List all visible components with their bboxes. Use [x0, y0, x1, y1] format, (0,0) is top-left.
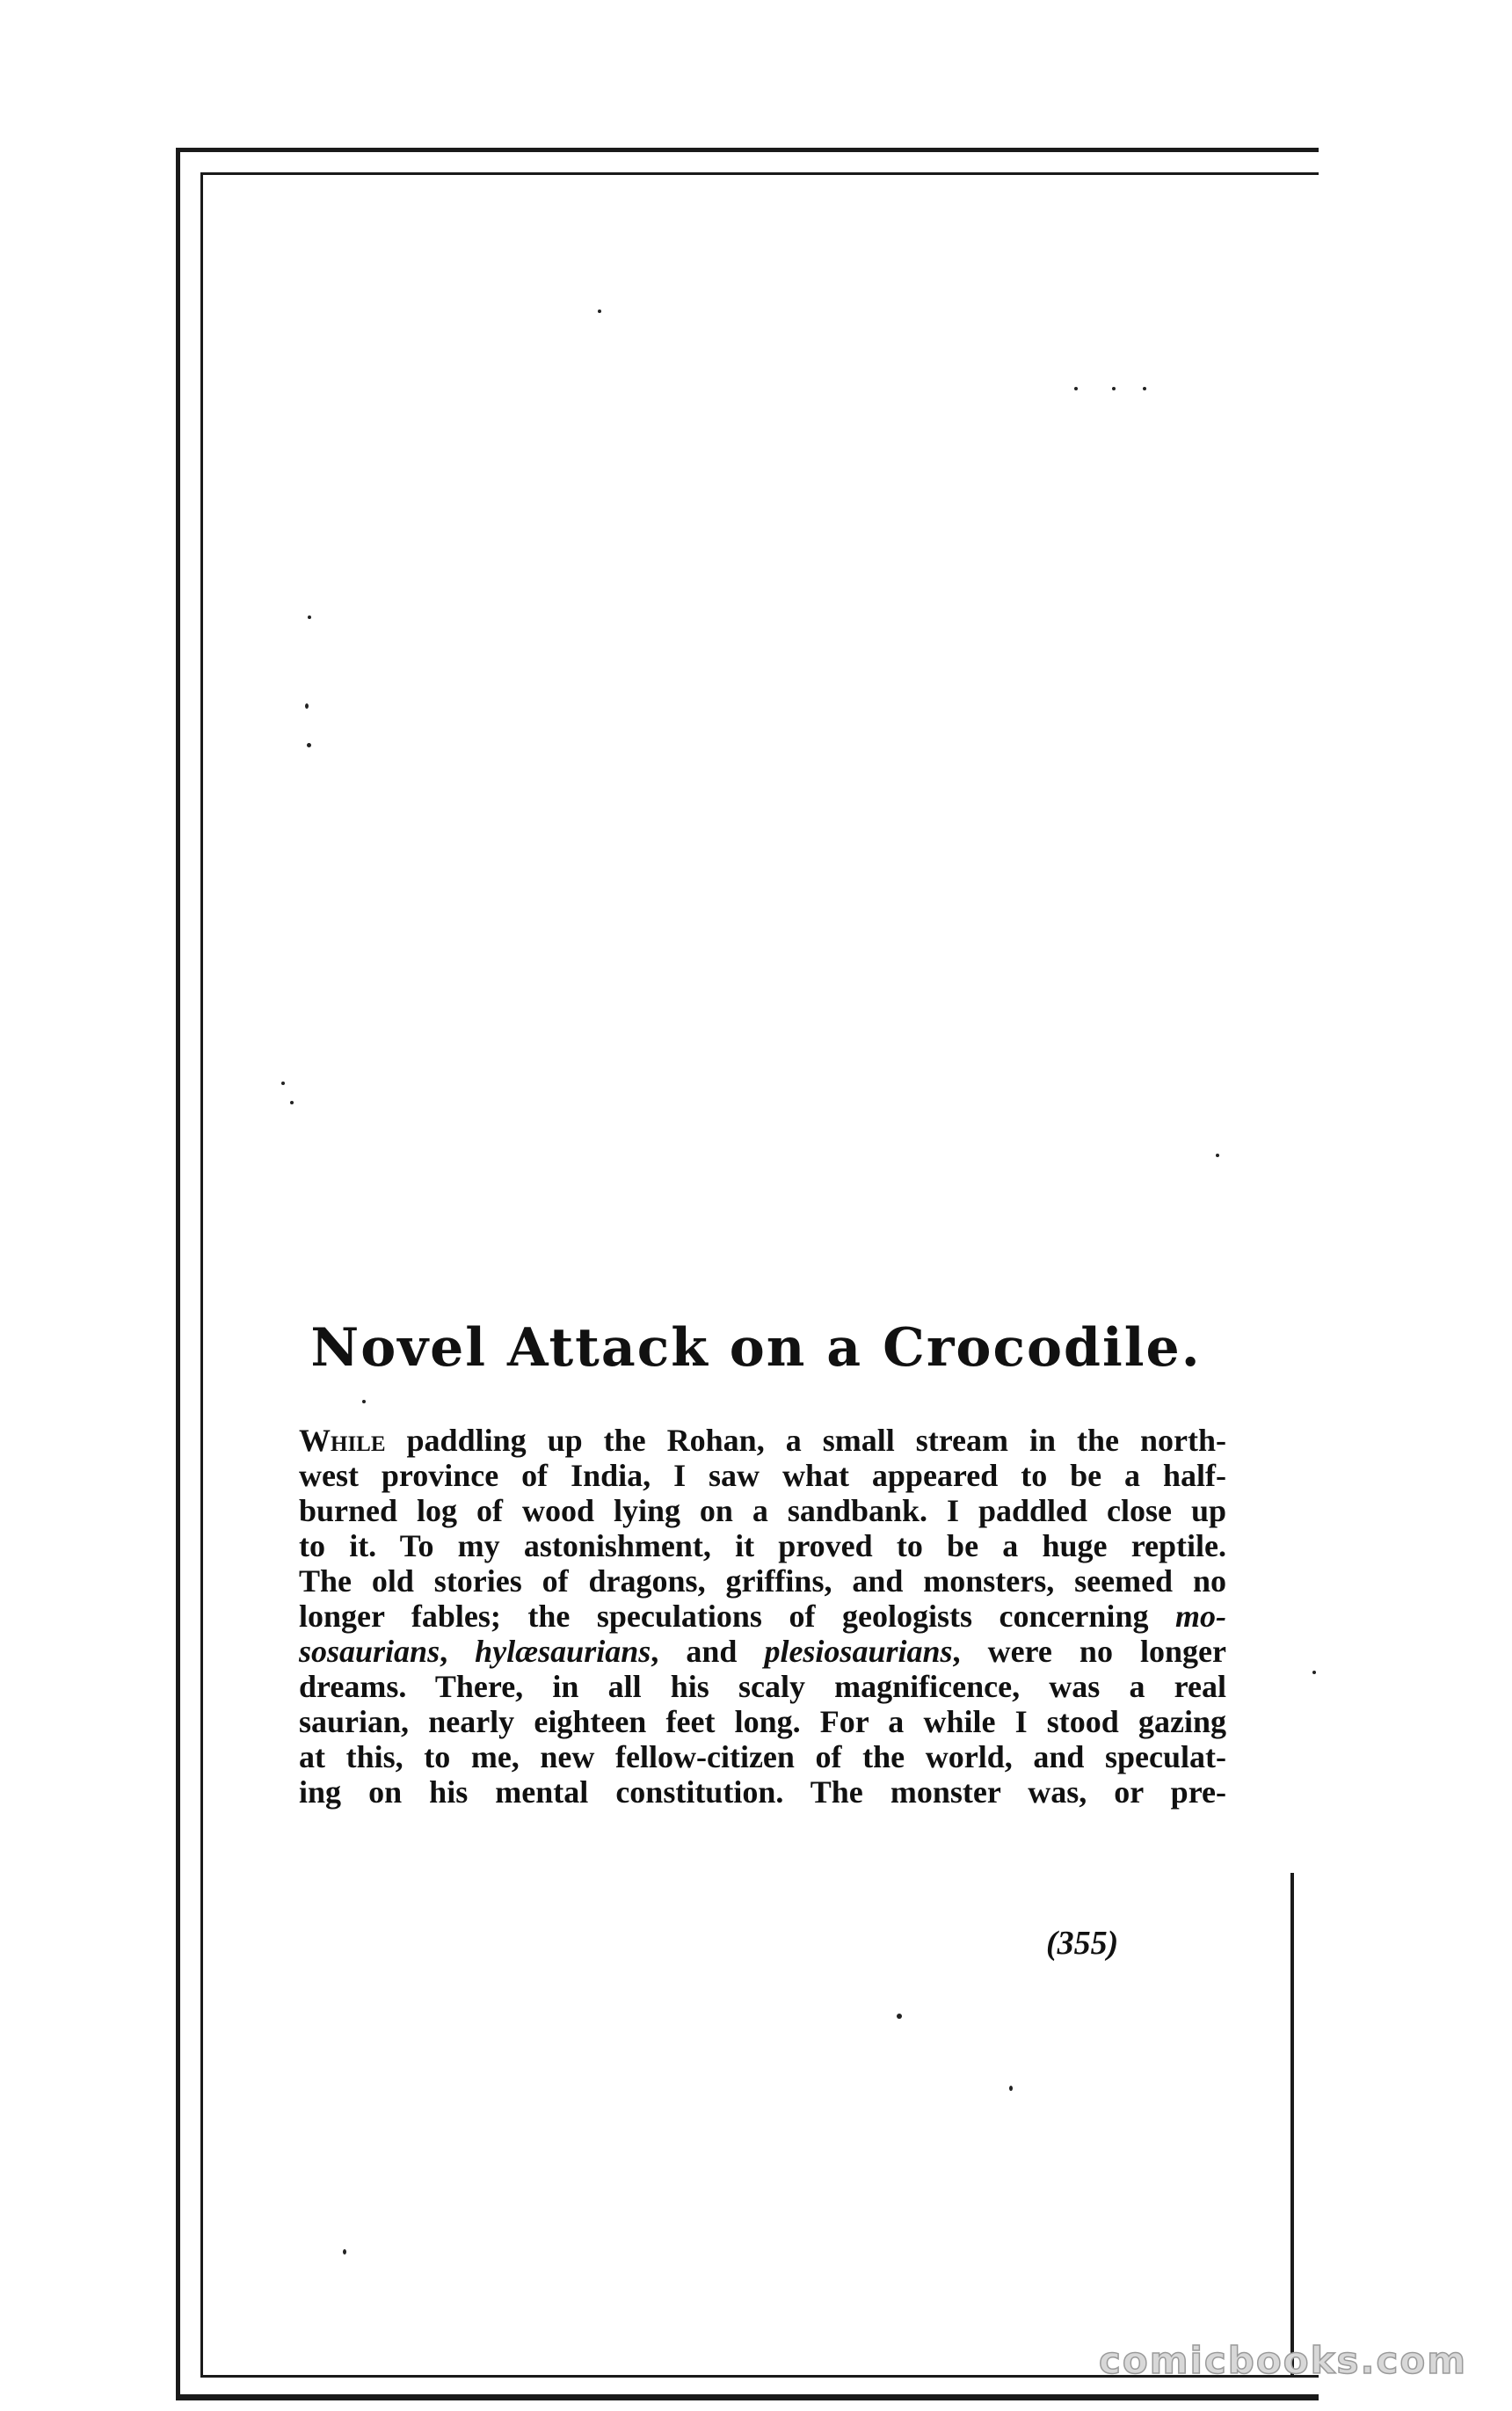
scan-speck	[362, 1400, 366, 1403]
watermark-logo: comicbooks.com	[1099, 2339, 1467, 2382]
scan-speck	[1143, 387, 1146, 390]
text-line: The old stories of dragons, griffins, and monsters, seemed no	[299, 1563, 1226, 1599]
scan-speck	[1074, 387, 1078, 390]
text-line: saurian, nearly eighteen feet long. For a while I stood gazing	[299, 1704, 1226, 1739]
text-line: west province of India, I saw what appeared to be a half-	[299, 1458, 1226, 1493]
italic-term: hylæsaurians	[475, 1634, 651, 1669]
page-number: (355)	[1046, 1925, 1119, 1962]
scan-speck	[281, 1082, 285, 1085]
text-line	[299, 1423, 1226, 1458]
scan-speck	[308, 615, 311, 619]
scan-speck	[598, 310, 601, 313]
text-line: at this, to me, new fellow-citizen of the world, and speculat-	[299, 1739, 1226, 1774]
text-line: to it. To my astonishment, it proved to be a huge reptile.	[299, 1528, 1226, 1563]
scan-speck	[1009, 2086, 1013, 2091]
scan-speck	[307, 743, 311, 747]
text-line	[299, 1599, 1226, 1634]
italic-term: plesiosaurians	[764, 1634, 953, 1669]
text-line: dreams. There, in all his scaly magnificence, was a real	[299, 1669, 1226, 1704]
italic-term: sosaurians	[299, 1634, 440, 1669]
scan-speck	[343, 2249, 346, 2254]
text-span: , and	[651, 1634, 765, 1669]
scan-speck	[1112, 387, 1116, 390]
text-line: burned log of wood lying on a sandbank. I paddled close up	[299, 1493, 1226, 1528]
text-span: longer fables; the speculations of geologists concerning	[299, 1599, 1175, 1634]
italic-term: mo-	[1175, 1599, 1226, 1634]
scan-speck	[1216, 1154, 1219, 1157]
scan-speck	[1312, 1671, 1316, 1674]
text-line: ing on his mental constitution. The monster was, or pre-	[299, 1774, 1226, 1810]
drop-word: While	[299, 1423, 386, 1458]
page-border-inner	[200, 172, 1319, 2378]
scan-speck	[897, 2014, 902, 2019]
text-line	[299, 1634, 1226, 1669]
body-paragraph	[299, 1423, 1226, 1810]
scan-speck	[290, 1101, 294, 1104]
text-span: , were no longer	[952, 1634, 1227, 1669]
scan-speck	[305, 703, 309, 709]
chapter-title: Novel Attack on a Crocodile.	[310, 1317, 1202, 1379]
text-span: ,	[440, 1634, 476, 1669]
page-border-right	[1290, 1873, 1294, 2378]
text-span: paddling up the Rohan, a small stream in the north-	[385, 1423, 1226, 1458]
